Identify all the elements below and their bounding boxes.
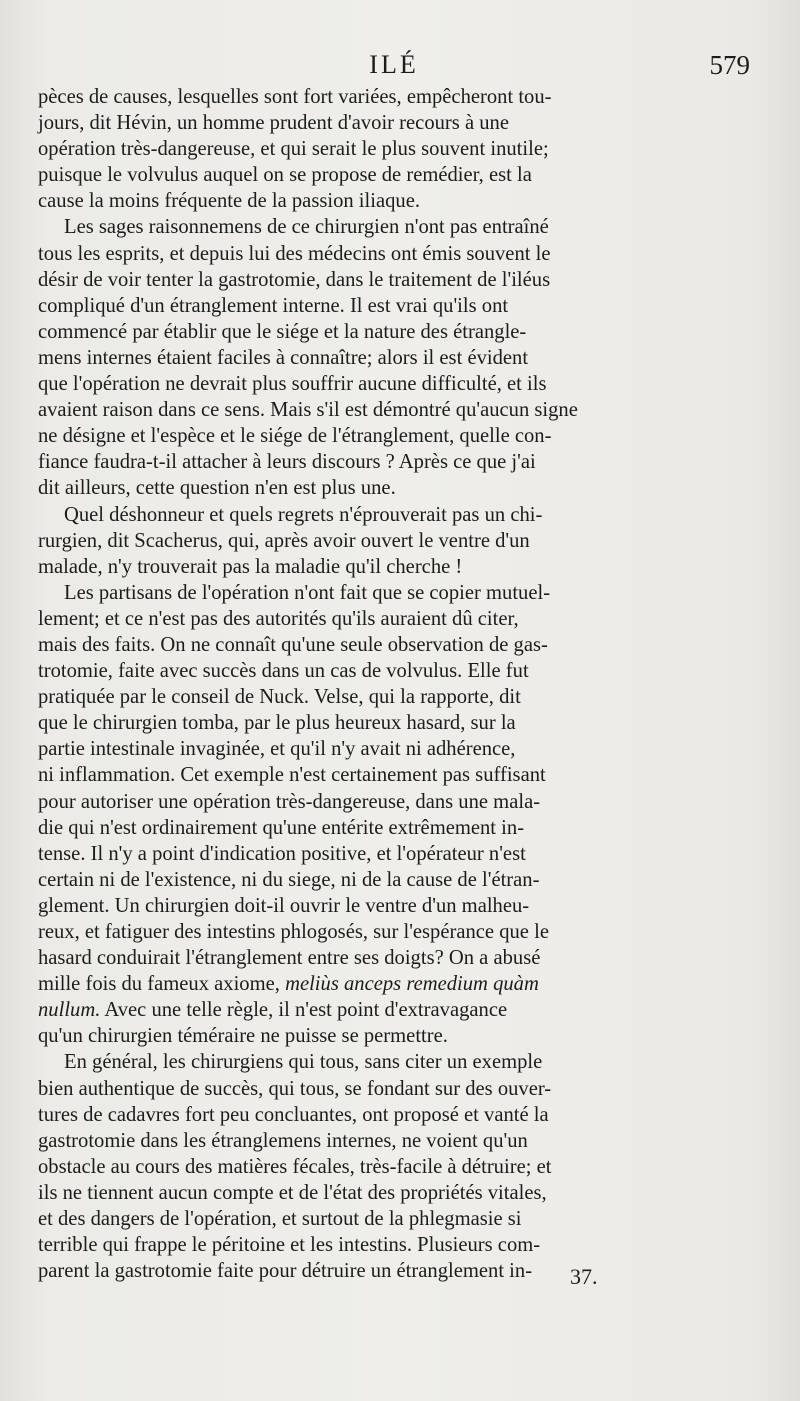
text-line [38,267,750,293]
line-text: pratiquée par le conseil de Nuck. Velse, qui la rapporte, dit [38,686,521,709]
text-line [38,1154,750,1180]
text-line [38,84,750,110]
page-number: 579 [709,50,750,80]
text-line [38,1076,750,1102]
line-text: et des dangers de l'opération, et surtout de la phlegmasie si [38,1208,522,1231]
text-line [38,632,750,658]
text-line [38,475,750,501]
line-text: obstacle au cours des matières fécales, très-facile à détruire; et [38,1155,552,1178]
text-line [38,919,750,945]
text-line [38,997,750,1023]
text-line [38,293,750,319]
text-line [38,449,750,475]
text-line [38,319,750,345]
line-text: lement; et ce n'est pas des autorités qu'ils auraient dû citer, [38,607,519,630]
text-line [38,110,750,136]
line-text: trotomie, faite avec succès dans un cas de volvulus. Elle fut [38,660,529,683]
line-text: tense. Il n'y a point d'indication positive, et l'opérateur n'est [38,842,526,865]
line-text: que le chirurgien tomba, par le plus heureux hasard, sur la [38,712,516,735]
text-line [38,1180,750,1206]
line-text: hasard conduirait l'étranglement entre ses doigts? On a abusé [38,947,541,970]
text-line [38,736,750,762]
line-text: commencé par établir que le siége et la nature des étrangle- [38,320,527,343]
text-line [38,397,750,423]
text-line [38,1102,750,1128]
line-text: compliqué d'un étranglement interne. Il est vrai qu'ils ont [38,294,509,317]
text-line [38,502,750,528]
line-text: mens internes étaient faciles à connaître; alors il est évident [38,346,529,369]
line-text: qu'un chirurgien téméraire ne puisse se permettre. [38,1025,448,1048]
line-text: parent la gastrotomie faite pour détruire un étranglement in- [38,1260,533,1283]
line-text: jours, dit Hévin, un homme prudent d'avoir recours à une [38,112,509,135]
line-text: ils ne tiennent aucun compte et de l'état des propriétés vitales, [38,1181,547,1204]
line-text: ne désigne et l'espèce et le siége de l'étranglement, quelle con- [38,425,552,448]
line-text: cause la moins fréquente de la passion iliaque. [38,190,420,213]
line-text: tures de cadavres fort peu concluantes, ont proposé et vanté la [38,1103,549,1126]
line-text: ni inflammation. Cet exemple n'est certainement pas suffisant [38,764,546,787]
line-text: partie intestinale invaginée, et qu'il n'y avait ni adhérence, [38,738,516,761]
line-text: En général, les chirurgiens qui tous, sans citer un exemple [64,1051,543,1074]
text-line [38,762,750,788]
line-text: glement. Un chirurgien doit-il ouvrir le ventre d'un malheu- [38,894,530,917]
text-line [38,345,750,371]
line-text: que l'opération ne devrait plus souffrir aucune difficulté, et ils [38,373,547,396]
text-line [38,841,750,867]
line-text: malade, n'y trouverait pas la maladie qu'il cherche ! [38,555,463,578]
text-line [38,1128,750,1154]
text-line [38,371,750,397]
text-line [38,710,750,736]
line-text: désir de voir tenter la gastrotomie, dans le traitement de l'iléus [38,268,551,291]
line-text: mille fois du fameux axiome, [38,973,280,996]
line-text: reux, et fatiguer des intestins phlogosés, sur l'espérance que le [38,921,549,943]
body-text [38,84,750,1284]
line-text: avaient raison dans ce sens. Mais s'il est démontré qu'aucun signe [38,399,578,422]
line-text: tous les esprits, et depuis lui des médecins ont émis souvent le [38,242,551,265]
line-text: bien authentique de succès, qui tous, se fondant sur des ouver- [38,1077,552,1100]
line-text: pèces de causes, lesquelles sont fort variées, empêcheront tou- [38,86,552,108]
text-line [38,1023,750,1049]
text-line [38,188,750,214]
text-line [38,423,750,449]
text-line [38,789,750,815]
text-line [38,815,750,841]
text-line [38,606,750,632]
text-line [38,945,750,971]
text-line [38,1258,750,1284]
italic-phrase: meliùs anceps remedium quàm [285,973,539,996]
line-text: fiance faudra-t-il attacher à leurs discours ? Après ce que j'ai [38,451,536,474]
text-line [38,658,750,684]
line-text: die qui n'est ordinairement qu'une entérite extrêmement in- [38,816,525,839]
line-text: pour autoriser une opération très-dangereuse, dans une mala- [38,790,541,813]
text-line [38,1232,750,1258]
signature-mark: 37. [570,1264,598,1289]
line-text: dit ailleurs, cette question n'en est plus une. [38,477,396,500]
line-text: Les sages raisonnemens de ce chirurgien n'ont pas entraîné [64,216,549,239]
line-text: rurgien, dit Scacherus, qui, après avoir ouvert le ventre d'un [38,529,530,552]
text-line [38,893,750,919]
line-text: terrible qui frappe le péritoine et les intestins. Plusieurs com- [38,1234,541,1257]
text-line [38,684,750,710]
italic-phrase: nullum. [38,999,101,1022]
line-text: certain ni de l'existence, ni du siege, ni de la cause de l'étran- [38,868,540,891]
running-head: ILÉ [369,50,419,79]
line-text: puisque le volvulus auquel on se propose de remédier, est la [38,164,532,187]
text-line [38,241,750,267]
page-header [38,50,750,82]
text-line [38,528,750,554]
text-line [38,214,750,240]
text-line [38,580,750,606]
line-text: opération très-dangereuse, et qui serait le plus souvent inutile; [38,138,549,161]
line-text: Avec une telle règle, il n'est point d'extravagance [100,999,508,1022]
line-text: Les partisans de l'opération n'ont fait que se copier mutuel- [64,581,551,604]
text-line [38,971,750,997]
line-text: mais des faits. On ne connaît qu'une seule observation de gas- [38,633,548,656]
text-line [38,554,750,580]
line-text: gastrotomie dans les étranglemens internes, ne voient qu'un [38,1129,528,1152]
text-line [38,867,750,893]
text-line [38,162,750,188]
text-line [38,1206,750,1232]
line-text: Quel déshonneur et quels regrets n'éprouverait pas un chi- [64,503,543,526]
text-line [38,136,750,162]
text-line [38,1049,750,1075]
